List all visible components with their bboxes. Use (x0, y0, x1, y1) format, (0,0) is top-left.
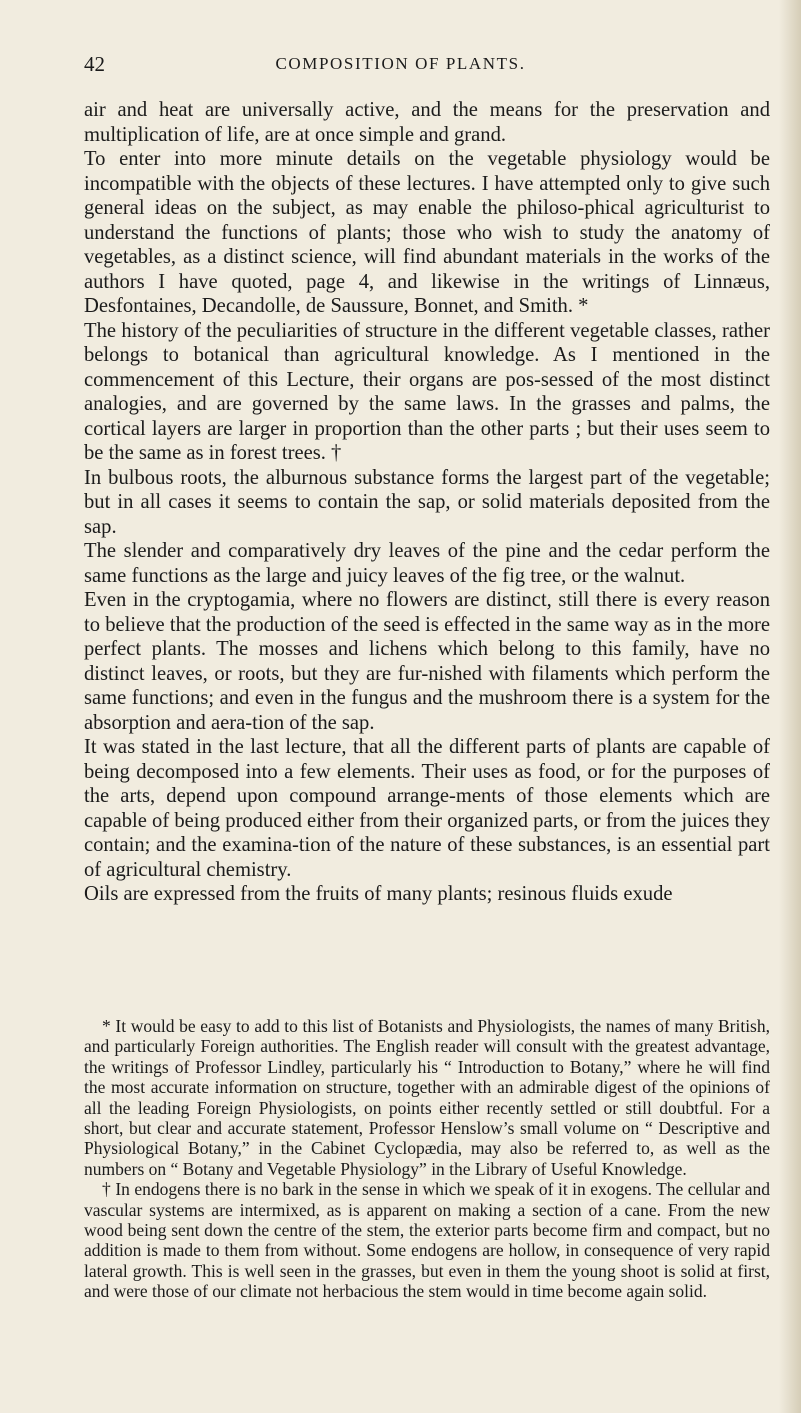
page-header (84, 52, 717, 78)
paragraph: To enter into more minute details on the vegetable physiology would be incompatible with the objects of these lectures. I have attempted only to give such general ideas on the subject, as may enable the philoso-phical agriculturist to understand the functions of plants; those who wish to study the anatomy of vegetables, as a distinct science, will find abundant materials in the works of the authors I have quoted, page 4, and likewise in the writings of Linnæus, Desfontaines, Decandolle, de Saussure, Bonnet, and Smith. * (84, 148, 770, 317)
paragraph: Even in the cryptogamia, where no flowers are distinct, still there is every reason to believe that the production of the seed is effected in the same way as in the more perfect plants. The mosses and lichens which belong to this family, have no distinct leaves, or roots, but they are fur-nished with filaments which perform the same functions; and even in the fungus and the mushroom there is a system for the absorption and aera-tion of the sap. (84, 589, 770, 734)
paragraph: Oils are expressed from the fruits of many plants; resinous fluids exude (84, 883, 673, 905)
paragraph: It was stated in the last lecture, that all the different parts of plants are capable of being decomposed into a few elements. Their uses as food, or for the purposes of the arts, depend upon compound arrange-ments of those elements which are capable of being produced either from their organized parts, or from the juices they contain; and the examina-tion of the nature of these substances, is an essential part of agricultural chemistry. (84, 736, 770, 881)
footnote: * It would be easy to add to this list of Botanists and Physiologists, the names of many British, and particularly Foreign authorities. The English reader will consult with the greatest advantage, the writings of Professor Lindley, particularly his “ Introduction to Botany,” where he will find the most accurate information on structure, together with an admirable digest of the opinions of all the leading Foreign Physiologists, on points either recently settled or still doubtful. For a short, but clear and accurate statement, Professor Henslow’s small volume on “ Descriptive and Physiological Botany,” in the Cabinet Cyclopædia, may also be referred to, as well as the numbers on “ Botany and Vegetable Physiology” in the Library of Useful Knowledge. (84, 1016, 770, 1179)
paragraph: The history of the peculiarities of structure in the different vegetable classes, rather belongs to botanical than agricultural knowledge. As I mentioned in the commencement of this Lecture, their organs are pos-sessed of the most distinct analogies, and are governed by the same laws. In the grasses and palms, the cortical layers are larger in proportion than the other parts ; but their uses seem to be the same as in forest trees. † (84, 319, 770, 464)
footnote: † In endogens there is no bark in the sense in which we speak of it in exogens. The cellular and vascular systems are intermixed, as is apparent on making a section of a cane. From the new wood being sent down the centre of the stem, the exterior parts become firm and compact, but no addition is made to them from without. Some endogens are hollow, in consequence of very rapid lateral growth. This is well seen in the grasses, but even in them the young shoot is solid at first, and were those of our climate not herbacious the stem would in time become again solid. (84, 1179, 770, 1302)
page-number: 42 (84, 52, 105, 76)
paragraph: air and heat are universally active, and the means for the preservation and multiplication of life, are at once simple and grand. (84, 99, 770, 146)
paragraph: In bulbous roots, the alburnous substance forms the largest part of the vegetable; but in all cases it seems to contain the sap, or solid materials deposited from the sap. (84, 466, 770, 538)
paragraph: The slender and comparatively dry leaves of the pine and the cedar perform the same functions as the large and juicy leaves of the fig tree, or the walnut. (84, 540, 770, 587)
page-edge-shadow (779, 0, 801, 1413)
body-text (84, 98, 770, 907)
running-head: COMPOSITION OF PLANTS. (275, 54, 526, 73)
footnotes (84, 1016, 770, 1302)
